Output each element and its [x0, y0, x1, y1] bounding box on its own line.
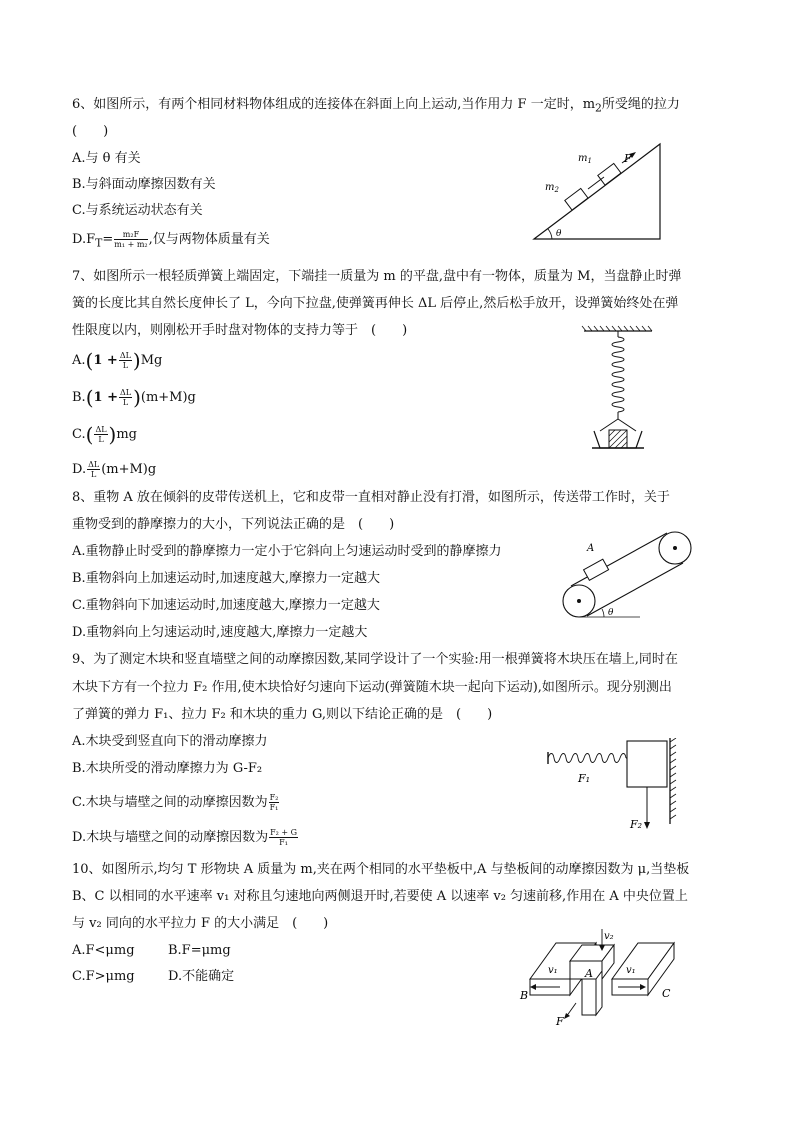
q10-line-2: B、C 以相同的水平速率 v₁ 对称且匀速地向两侧退开时,若要使 A 以速率 v₂ 匀速前移,作用在 A 中央位置上	[72, 889, 688, 904]
q6-d-eq: =	[102, 232, 114, 247]
q7-option-d	[72, 460, 156, 479]
q7-a-one: 1 +	[93, 353, 118, 368]
q6-incline-figure	[528, 138, 668, 244]
q9-d-text: D.木块与墙壁之间的动摩擦因数为	[72, 830, 269, 845]
q7-d-den: L	[90, 470, 97, 479]
q10-option-b: B.F=μmg	[168, 943, 231, 958]
q7-a-fraction	[119, 351, 132, 370]
q8-option-b: B.重物斜向上加速运动时,加速度越大,摩擦力一定越大	[72, 571, 380, 586]
q7-d-fraction	[87, 460, 100, 479]
q6-option-c: C.与系统运动状态有关	[72, 203, 203, 218]
q9-d-num: F₂ + G	[270, 828, 298, 837]
q9-c-fraction	[269, 793, 280, 812]
q6-stem-sub: 2	[595, 101, 602, 115]
q7-a-paren-left: (	[85, 348, 94, 373]
q6-option-d	[72, 230, 270, 252]
q10-fig-f: F	[556, 1015, 564, 1027]
q6-stem	[72, 97, 680, 117]
q10-line-1: 10、如图所示,均匀 T 形物块 A 质量为 m,夹在两个相同的水平垫板中,A 与垫板间的动摩擦因数为 μ,当垫板	[72, 862, 690, 877]
q7-option-b	[72, 385, 196, 410]
q7-line-1: 7、如图所示一根轻质弹簧上端固定，下端挂一质量为 m 的平盘,盘中有一物体，质量为 M，当盘静止时弹	[72, 269, 682, 284]
q9-fig-f1: F₁	[578, 772, 591, 785]
q10-fig-v2: v₂	[604, 931, 614, 942]
q7-a-tail: Mg	[140, 353, 163, 368]
q8-line-2: 重物受到的静摩擦力的大小，下列说法正确的是 ( )	[72, 517, 395, 532]
q6-d-sub: T	[95, 236, 103, 250]
q10-option-c: C.F>μmg	[72, 969, 135, 984]
q9-option-b: B.木块所受的滑动摩擦力为 G-F₂	[72, 761, 263, 776]
q9-option-c	[72, 793, 280, 812]
q7-b-num: ΔL	[119, 388, 132, 397]
q9-c-text: C.木块与墙壁之间的动摩擦因数为	[72, 795, 268, 810]
q7-d-num: ΔL	[88, 460, 100, 469]
q7-line-2: 簧的长度比其自然长度伸长了 L，今向下拉盘,使弹簧再伸长 ΔL 后停止,然后松手放开，设弹簧始终处在弹	[72, 296, 679, 311]
q7-option-a	[72, 348, 163, 373]
q9-option-d	[72, 828, 299, 847]
q9-option-a: A.木块受到竖直向下的滑动摩擦力	[72, 734, 268, 749]
q9-d-den: F₁	[279, 838, 288, 847]
q8-option-a: A.重物静止时受到的静摩擦力一定小于它斜向上匀速运动时受到的静摩擦力	[72, 544, 502, 559]
q10-fig-v1-right: v₁	[626, 965, 636, 976]
q10-t-block-figure	[516, 921, 676, 1027]
q7-c-tail: mg	[116, 427, 137, 442]
q8-line-1: 8、重物 A 放在倾斜的皮带传送机上，它和皮带一直相对静止没有打滑，如图所示，传送带工作时，关于	[72, 490, 670, 505]
q9-line-1: 9、为了测定木块和竖直墙壁之间的动摩擦因数,某同学设计了一个实验:用一根弹簧将木块压在墙上,同时在	[72, 652, 678, 667]
q7-line-3: 性限度以内，则刚松开手时盘对物体的支持力等于 ( )	[72, 323, 408, 338]
q9-d-fraction	[269, 828, 298, 847]
q8-option-c: C.重物斜向下加速运动时,加速度越大,摩擦力一定越大	[72, 598, 380, 613]
q7-c-label: C.	[72, 427, 86, 442]
q7-spring-figure	[578, 323, 658, 457]
q7-b-one: 1 +	[93, 390, 118, 405]
q10-fig-a: A	[585, 967, 593, 980]
q9-c-num: F₂	[269, 793, 279, 802]
q6-d-tail: ,仅与两物体质量有关	[148, 232, 270, 247]
q7-b-fraction	[119, 388, 132, 407]
q7-c-fraction	[94, 425, 107, 444]
q10-fig-b: B	[520, 989, 529, 1002]
q6-fig-m2: $m_2$	[545, 182, 559, 194]
q9-line-3: 了弹簧的弹力 F₁、拉力 F₂ 和木块的重力 G,则以下结论正确的是 ( )	[72, 707, 493, 722]
q6-d-f: D.F	[72, 232, 96, 247]
q6-fig-m1: $m_1$	[578, 153, 592, 165]
q6-d-fraction	[114, 230, 147, 249]
q10-options-row-1	[72, 943, 231, 959]
q9-fig-f2: F₂	[630, 818, 643, 831]
q7-a-num: ΔL	[119, 351, 131, 360]
q10-option-d: D.不能确定	[168, 969, 235, 984]
q7-a-label: A.	[72, 353, 86, 368]
q7-c-paren-left: (	[85, 422, 94, 447]
q6-blank: ( )	[72, 124, 109, 139]
q7-d-label: D.	[72, 462, 87, 477]
q7-a-paren-right: )	[132, 348, 141, 373]
q7-c-paren-right: )	[108, 422, 117, 447]
q8-fig-theta: θ	[608, 608, 614, 618]
q6-d-num: m₂F	[114, 230, 147, 240]
q10-options-row-2	[72, 969, 234, 985]
q10-fig-c: C	[662, 987, 671, 1000]
q7-b-label: B.	[72, 390, 86, 405]
q7-b-tail: (m+M)g	[140, 390, 196, 405]
q10-line-3: 与 v₂ 同向的水平拉力 F 的大小满足 ( )	[72, 916, 329, 931]
q6-option-b: B.与斜面动摩擦因数有关	[72, 177, 216, 192]
q7-b-den: L	[122, 398, 129, 407]
q6-option-a: A.与 θ 有关	[72, 151, 141, 166]
q7-d-tail: (m+M)g	[101, 462, 157, 477]
q6-stem-text: 6、如图所示，有两个相同材料物体组成的连接体在斜面上向上运动,当作用力 F 一定时，m	[72, 97, 596, 112]
q7-c-den: L	[98, 435, 104, 444]
q7-b-paren-right: )	[133, 385, 141, 410]
q9-c-den: F₁	[269, 803, 279, 812]
q7-b-paren-left: (	[85, 385, 94, 410]
q9-line-2: 木块下方有一个拉力 F₂ 作用,使木块恰好匀速向下运动(弹簧随木块一起向下运动),如图所示。现分别测出	[72, 680, 672, 695]
q6-d-den: m₁ + m₂	[114, 240, 148, 249]
q8-option-d: D.重物斜向上匀速运动时,速度越大,摩擦力一定越大	[72, 625, 368, 640]
q8-fig-a: A	[587, 543, 595, 554]
q7-a-den: L	[122, 361, 129, 370]
q8-conveyor-figure	[556, 528, 700, 620]
q6-fig-theta: θ	[556, 229, 562, 239]
q10-fig-v1-left: v₁	[548, 965, 558, 976]
q6-stem-tail: 所受绳的拉力	[601, 97, 680, 112]
q6-fig-f: F	[624, 152, 632, 165]
q10-option-a: A.F<μmg	[72, 943, 135, 958]
q7-c-num: ΔL	[95, 425, 107, 434]
q9-wall-figure	[544, 738, 688, 834]
q7-option-c	[72, 422, 137, 447]
